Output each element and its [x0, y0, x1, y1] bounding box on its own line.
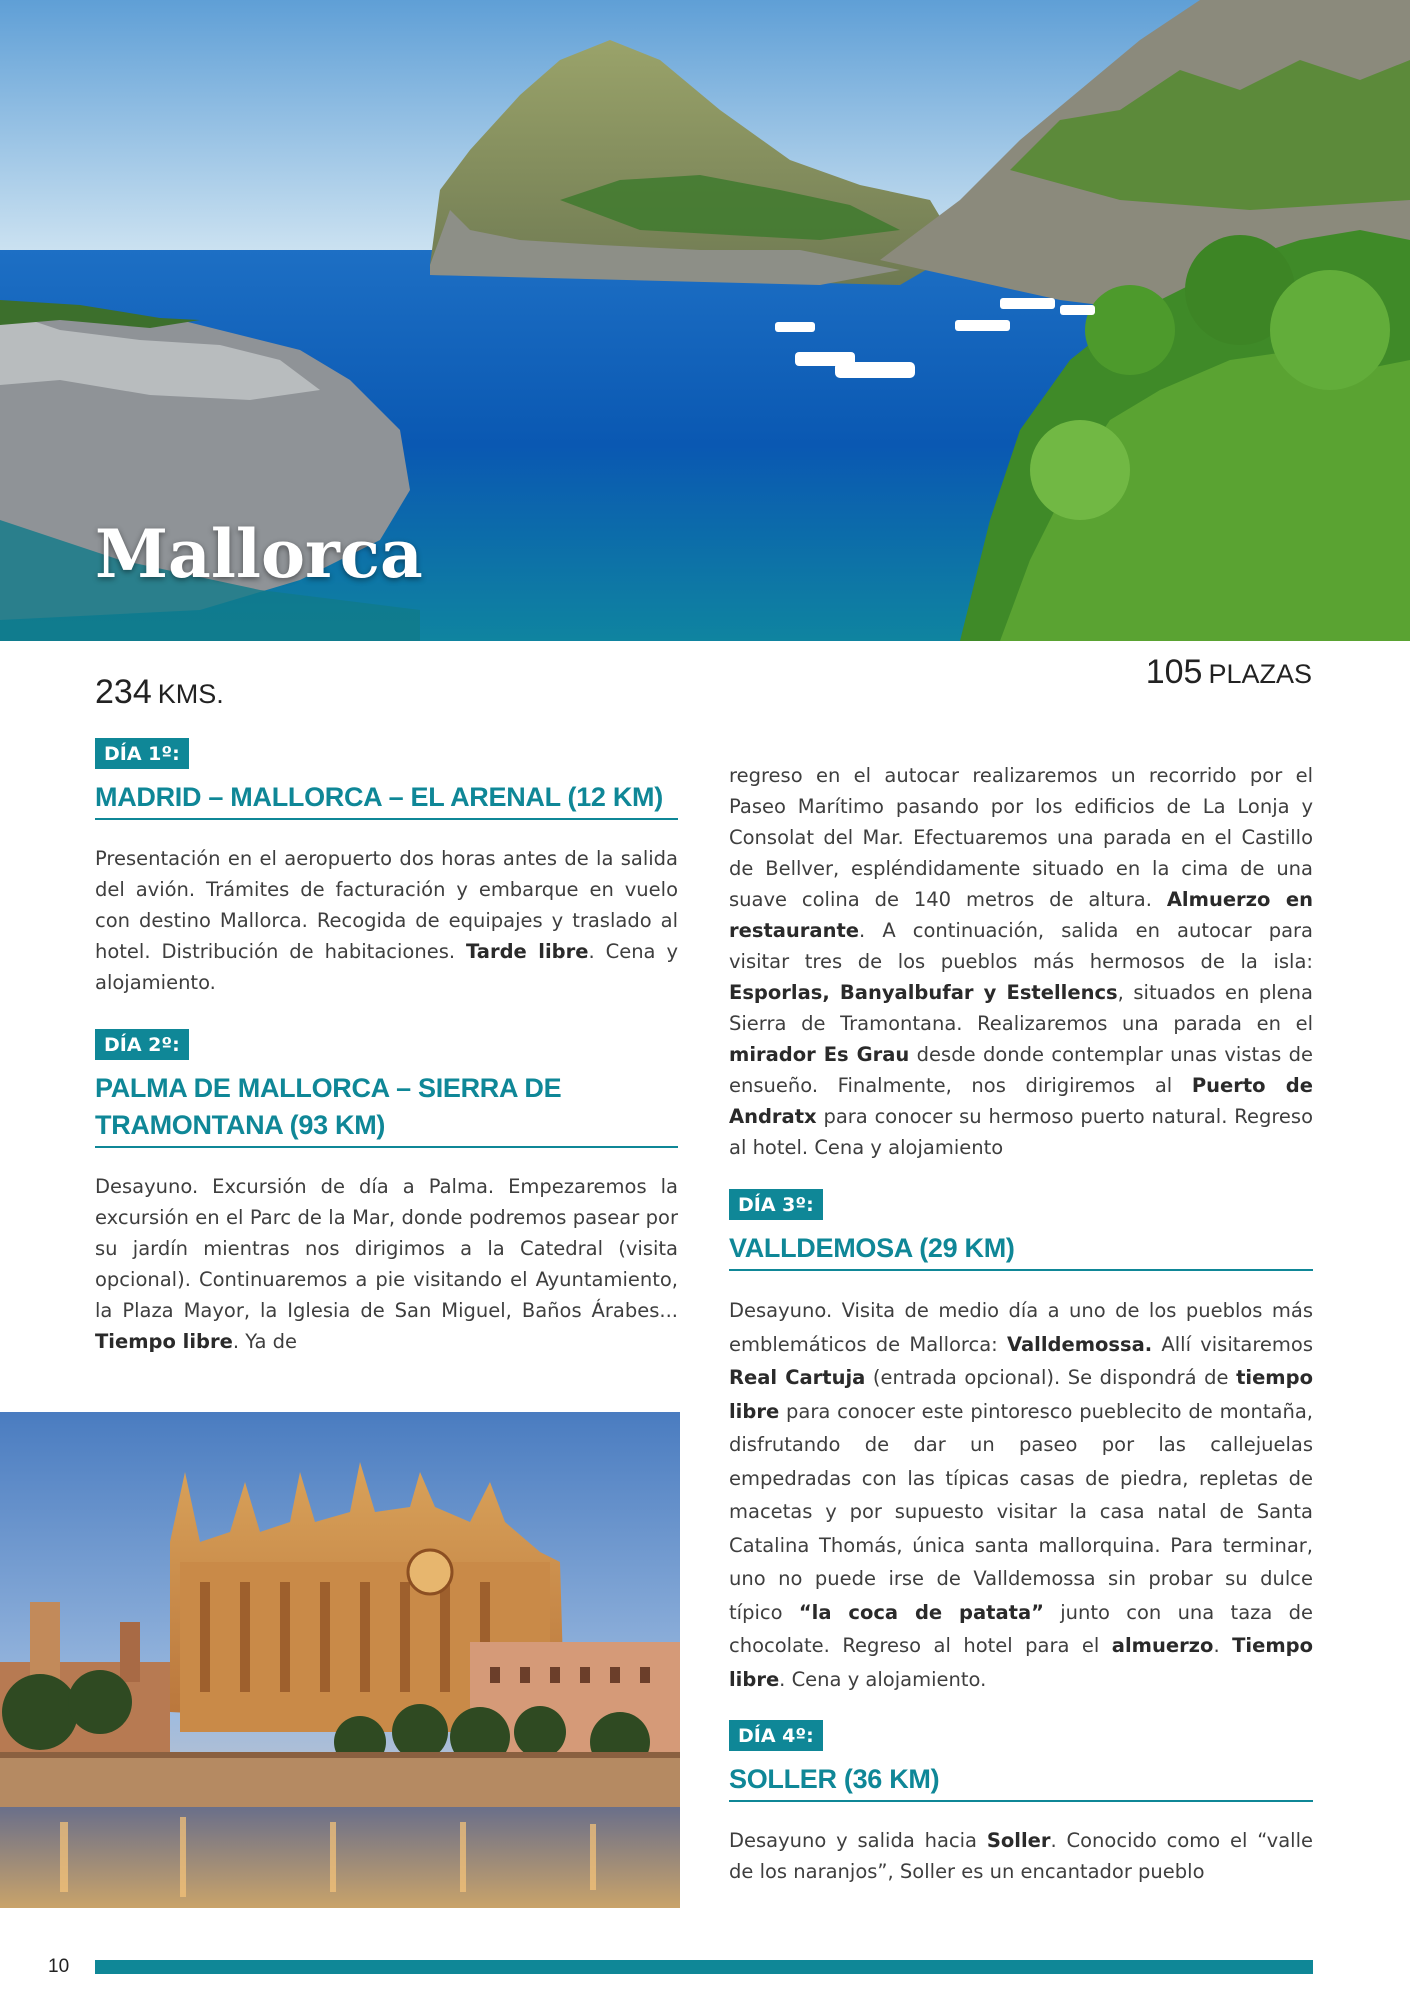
day-title: MADRID – MALLORCA – EL ARENAL (12 KM): [95, 779, 678, 820]
page-number: 10: [48, 1956, 70, 1977]
bold-phrase: Valldemossa.: [1006, 1332, 1153, 1356]
distance-unit: KMS.: [157, 679, 224, 709]
day-badge: DÍA 2º:: [95, 1029, 189, 1060]
left-column: [95, 738, 678, 1357]
distance-stat: [95, 673, 224, 712]
day-title: VALLDEMOSA (29 KM): [729, 1230, 1313, 1271]
seats-unit: PLAZAS: [1208, 659, 1312, 689]
footer-bar: [95, 1960, 1313, 1974]
day-2-continuation: regreso en el autocar realizaremos un recorrido por el Paseo Marítimo pasando por los edificios de La Lonja y Consolat del Mar. Efectuaremos una parada en el Castillo de Bellver, espléndidamente situado en la cima de una suave colina de 140 metros de altura. Almuerzo en restaurante. A continuación, salida en autocar para visitar tres de los pueblos más hermosos de la isla: Esporlas, Banyalbufar y Estellencs, situados en plena Sierra de Tramontana. Realizaremos una parada en el mirador Es Grau desde donde contemplar unas vistas de ensueño. Finalmente, nos dirigiremos al Puerto de Andratx para conocer su hermoso puerto natural. Regreso al hotel. Cena y alojamiento: [729, 764, 1313, 1159]
day-description: Desayuno. Excursión de día a Palma. Empezaremos la excursión en el Parc de la Mar, donde podremos pasear por su jardín mientras nos dirigimos a la Catedral (visita opcional). Continuaremos a pie visitando el Ayuntamiento, la Plaza Mayor, la Iglesia de San Miguel, Baños Árabes... Tiempo libre. Ya de: [95, 1175, 678, 1353]
day-4-section: [729, 1720, 1313, 1887]
palma-cathedral-image: [0, 1412, 680, 1908]
bold-phrase: Tiempo libre: [729, 1634, 1313, 1691]
day-badge: DÍA 1º:: [95, 738, 189, 769]
day-badge: DÍA 3º:: [729, 1189, 823, 1220]
distance-value: 234: [95, 673, 152, 711]
bold-phrase: tiempo libre: [729, 1366, 1313, 1423]
day-title: SOLLER (36 KM): [729, 1761, 1313, 1802]
bold-phrase: almuerzo: [1111, 1634, 1214, 1657]
day-badge: DÍA 4º:: [729, 1720, 823, 1751]
bold-phrase: Real Cartuja: [729, 1366, 866, 1389]
bold-phrase: Tiempo libre: [95, 1330, 233, 1353]
day-title: PALMA DE MALLORCA – SIERRA DE TRAMONTANA (93 KM): [95, 1070, 678, 1148]
cathedral-photo: [0, 1412, 680, 1908]
day-2-section: [95, 1029, 678, 1357]
right-column: [729, 760, 1313, 1887]
seats-stat: [1146, 653, 1312, 692]
bold-phrase: Tarde libre: [466, 940, 589, 963]
hero-photo: [0, 0, 1410, 641]
day-3-section: [729, 1189, 1313, 1696]
day-description: Desayuno. Visita de medio día a uno de los pueblos más emblemáticos de Mallorca: Valldemossa. Allí visitaremos Real Cartuja (entrada opcional). Se dispondrá de tiempo libre para conocer este pintoresco pueblecito de montaña, disfrutando de dar un paseo por las callejuelas empedradas con las típicas casas de piedra, repletas de macetas y por supuesto visitar la casa natal de Santa Catalina Thomás, única santa mallorquina. Para terminar, uno no puede irse de Valldemossa sin probar su dulce típico “la coca de patata” junto con una taza de chocolate. Regreso al hotel para el almuerzo. Tiempo libre. Cena y alojamiento.: [729, 1299, 1314, 1691]
seats-value: 105: [1145, 653, 1203, 691]
day-description: Desayuno y salida hacia Soller. Conocido como el “valle de los naranjos”, Soller es un encantador pueblo: [729, 1829, 1313, 1883]
bold-phrase: mirador Es Grau: [729, 1043, 910, 1066]
bold-phrase: Puerto de Andratx: [729, 1074, 1313, 1128]
day-description: Presentación en el aeropuerto dos horas antes de la salida del avión. Trámites de facturación y embarque en vuelo con destino Mallorca. Recogida de equipajes y traslado al hotel. Distribución de habitaciones. Tarde libre. Cena y alojamiento.: [95, 847, 678, 994]
bold-phrase: Almuerzo en restaurante: [729, 888, 1313, 942]
bold-phrase: Soller: [986, 1829, 1051, 1852]
bold-phrase: Esporlas, Banyalbufar y Estellencs: [729, 981, 1118, 1004]
page-title: Mallorca: [95, 515, 423, 593]
bold-phrase: “la coca de patata”: [798, 1600, 1044, 1624]
day-1-section: [95, 738, 678, 998]
